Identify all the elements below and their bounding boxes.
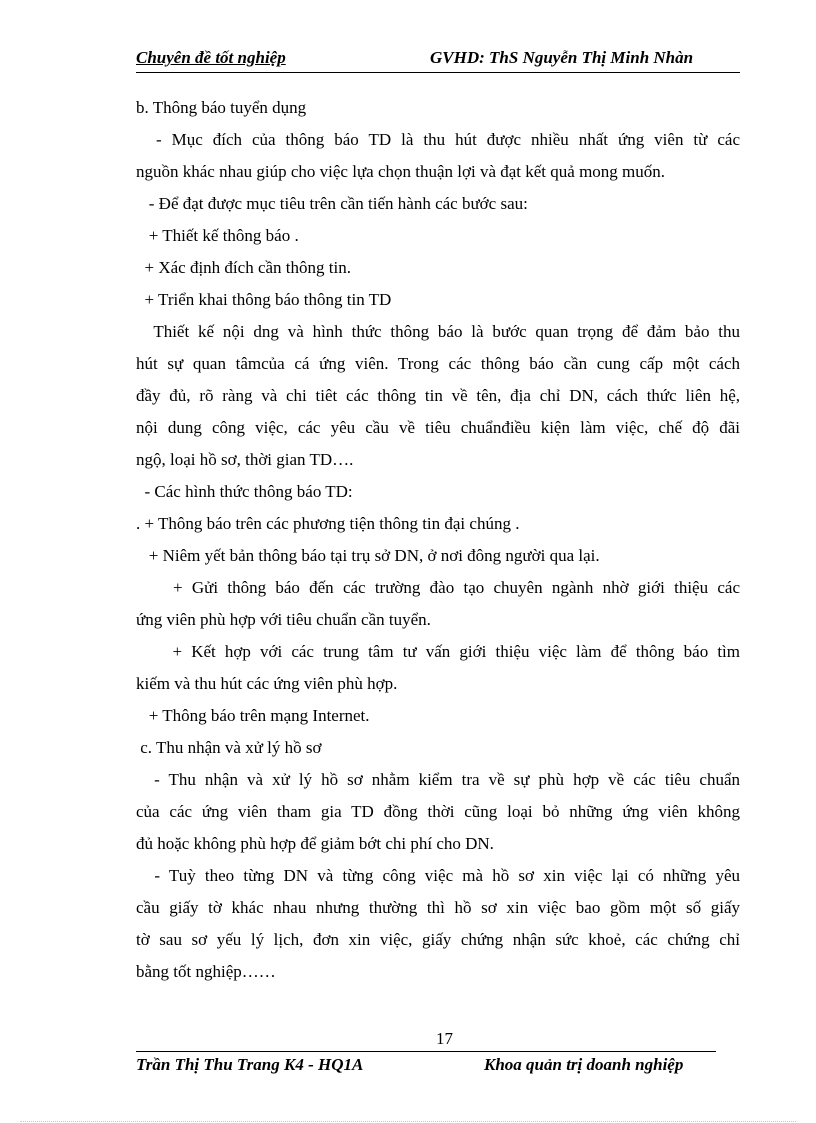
paragraph-line: đầy đủ, rõ ràng và chi tiêt các thông tin về tên, địa chỉ DN, cách thức liên hệ,: [136, 386, 740, 405]
paragraph-line: ngộ, loại hồ sơ, thời gian TD….: [136, 450, 354, 469]
paragraph-line: của các ứng viên tham gia TD đồng thời cũng loại bỏ những ứng viên không: [136, 802, 740, 821]
section-heading-c: c. Thu nhận và xử lý hồ sơ: [136, 738, 322, 757]
paragraph-line: ứng viên phù hợp với tiêu chuẩn cần tuyển.: [136, 610, 431, 629]
paragraph-line: hút sự quan tâmcủa cá ứng viên. Trong các thông báo cần cung cấp một cách: [136, 354, 740, 373]
paragraph-line: tờ sau sơ yếu lý lịch, đơn xin việc, giấy chứng nhận sức khoẻ, các chứng chỉ: [136, 930, 740, 949]
paragraph-line: bằng tốt nghiệp……: [136, 962, 276, 981]
paragraph-line: Thiết kế nội dng và hình thức thông báo là bước quan trọng để đảm bảo thu: [136, 322, 740, 341]
paragraph-line: - Các hình thức thông báo TD:: [136, 482, 353, 501]
paragraph-line: - Để đạt được mục tiêu trên cần tiến hành các bước sau:: [136, 194, 528, 213]
page-number: 17: [436, 1029, 453, 1048]
list-item: + Niêm yết bản thông báo tại trụ sở DN, ở nơi đông người qua lại.: [136, 546, 600, 565]
paragraph-line: - Mục đích của thông báo TD là thu hút được nhiều nhất ứng viên từ các: [136, 130, 740, 149]
list-item: + Triển khai thông báo thông tin TD: [136, 290, 392, 309]
list-item: + Kết hợp với các trung tâm tư vấn giới thiệu việc làm để thông báo tìm: [136, 642, 740, 661]
paragraph-line: cầu giấy tờ khác nhau nhưng thường thì hồ sơ xin việc bao gồm một số giấy: [136, 898, 740, 917]
header-title: Chuyên đề tốt nghiệp: [136, 48, 286, 67]
list-item: + Thiết kế thông báo .: [136, 226, 299, 245]
header-advisor: GVHD: ThS Nguyễn Thị Minh Nhàn: [430, 48, 694, 67]
paragraph-line: - Thu nhận và xử lý hồ sơ nhằm kiểm tra về sự phù hợp về các tiêu chuẩn: [136, 770, 740, 789]
page-footer: [136, 1051, 716, 1076]
list-item: + Xác định đích cần thông tin.: [136, 258, 351, 277]
list-item: . + Thông báo trên các phương tiện thông tin đại chúng .: [136, 514, 520, 533]
list-item: + Thông báo trên mạng Internet.: [136, 706, 370, 725]
footer-author: Trần Thị Thu Trang K4 - HQ1A: [136, 1055, 364, 1074]
footer-department: Khoa quản trị doanh nghiệp: [484, 1055, 684, 1074]
section-heading-b: b. Thông báo tuyển dụng: [136, 98, 307, 117]
page-bottom-divider: [20, 1121, 796, 1122]
paragraph-line: - Tuỳ theo từng DN và từng công việc mà hồ sơ xin việc lại có những yêu: [136, 866, 740, 885]
paragraph-line: đủ hoặc không phù hợp để giảm bớt chi phí cho DN.: [136, 834, 494, 853]
paragraph-line: kiếm và thu hút các ứng viên phù hợp.: [136, 674, 398, 693]
paragraph-line: nội dung công việc, các yêu cầu về tiêu chuẩnđiều kiện làm việc, chế độ đãi: [136, 418, 740, 437]
page-header: [136, 48, 740, 73]
list-item: + Gửi thông báo đến các trường đào tạo chuyên ngành nhờ giới thiệu các: [136, 578, 740, 597]
paragraph-line: nguồn khác nhau giúp cho việc lựa chọn thuận lợi và đạt kết quả mong muốn.: [136, 162, 666, 181]
